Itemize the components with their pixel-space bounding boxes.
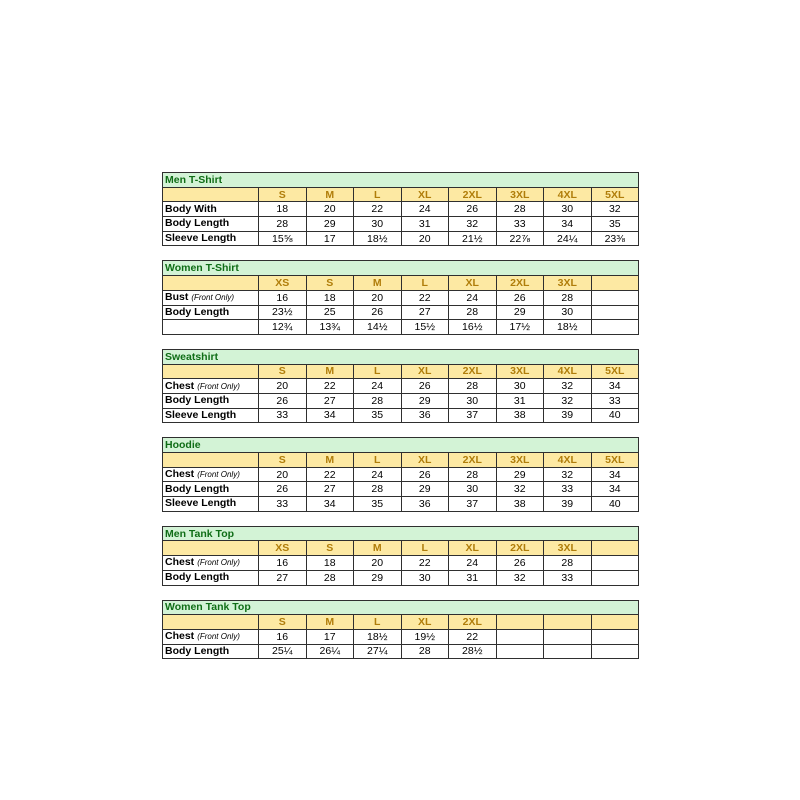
row-label-cell — [163, 570, 259, 585]
value-cell — [496, 629, 544, 644]
value-cell: 22 — [449, 629, 497, 644]
table-row — [163, 644, 639, 659]
size-header-cell: 2XL — [449, 615, 497, 630]
row-label-cell — [163, 393, 259, 408]
value-cell: 25¼ — [259, 644, 307, 659]
row-label-cell — [163, 320, 259, 335]
value-cell: 35 — [354, 408, 402, 423]
size-header-cell: 3XL — [496, 453, 544, 468]
size-header-row — [163, 276, 639, 291]
size-header-row — [163, 187, 639, 202]
value-cell: 32 — [544, 379, 592, 394]
size-header-row — [163, 364, 639, 379]
value-cell: 28 — [544, 556, 592, 571]
value-cell: 18½ — [354, 629, 402, 644]
row-note: (Front Only) — [197, 632, 240, 642]
row-label: Body Length — [165, 482, 230, 495]
size-header-cell — [591, 615, 639, 630]
size-header-cell: 2XL — [496, 276, 544, 291]
value-cell: 32 — [544, 467, 592, 482]
header-blank-cell — [163, 541, 259, 556]
size-header-cell: 5XL — [591, 453, 639, 468]
table-row — [163, 629, 639, 644]
value-cell: 31 — [401, 217, 449, 232]
value-cell: 28½ — [449, 644, 497, 659]
row-label: Chest — [165, 556, 195, 569]
row-label: Sleeve Length — [165, 232, 237, 245]
row-label: Body Length — [165, 644, 230, 657]
size-header-cell — [496, 615, 544, 630]
value-cell — [591, 290, 639, 305]
size-table-women-tank-top — [162, 600, 639, 660]
row-label-cell — [163, 467, 259, 482]
size-header-cell: M — [354, 541, 402, 556]
value-cell: 30 — [544, 305, 592, 320]
size-chart — [162, 172, 638, 659]
row-label-cell — [163, 379, 259, 394]
header-blank-cell — [163, 276, 259, 291]
value-cell: 30 — [449, 482, 497, 497]
size-header-cell: 2XL — [496, 541, 544, 556]
size-header-cell: 2XL — [449, 453, 497, 468]
value-cell: 30 — [449, 393, 497, 408]
header-blank-cell — [163, 615, 259, 630]
value-cell — [591, 320, 639, 335]
value-cell: 26 — [496, 290, 544, 305]
value-cell: 34 — [544, 217, 592, 232]
size-header-cell: S — [259, 364, 307, 379]
row-label-cell — [163, 217, 259, 232]
value-cell: 22 — [401, 556, 449, 571]
size-header-cell: XL — [449, 276, 497, 291]
row-label: Body With — [165, 202, 217, 215]
value-cell: 27 — [306, 393, 354, 408]
value-cell: 16 — [259, 556, 307, 571]
value-cell — [496, 644, 544, 659]
value-cell: 23⅜ — [591, 231, 639, 246]
value-cell: 19½ — [401, 629, 449, 644]
row-note: (Front Only) — [197, 381, 240, 391]
value-cell: 26 — [496, 556, 544, 571]
size-header-cell: S — [259, 615, 307, 630]
value-cell: 20 — [354, 290, 402, 305]
table-row — [163, 467, 639, 482]
value-cell: 28 — [354, 482, 402, 497]
value-cell: 17 — [306, 231, 354, 246]
size-header-cell: XS — [259, 276, 307, 291]
value-cell: 15⅝ — [259, 231, 307, 246]
value-cell: 29 — [496, 305, 544, 320]
value-cell: 27¼ — [354, 644, 402, 659]
value-cell: 22 — [401, 290, 449, 305]
value-cell: 39 — [544, 497, 592, 512]
value-cell: 36 — [401, 497, 449, 512]
table-title: Men Tank Top — [163, 526, 639, 541]
value-cell: 30 — [401, 570, 449, 585]
value-cell: 22⅞ — [496, 231, 544, 246]
value-cell: 34 — [591, 379, 639, 394]
value-cell: 28 — [496, 202, 544, 217]
row-label-cell — [163, 202, 259, 217]
table-title: Women T-Shirt — [163, 261, 639, 276]
size-header-cell: L — [354, 615, 402, 630]
value-cell: 30 — [496, 379, 544, 394]
value-cell: 26 — [401, 467, 449, 482]
value-cell: 40 — [591, 408, 639, 423]
value-cell: 14½ — [354, 320, 402, 335]
size-header-cell: XL — [401, 364, 449, 379]
row-label: Body Length — [165, 305, 230, 318]
table-row — [163, 570, 639, 585]
table-row — [163, 408, 639, 423]
row-label-cell — [163, 497, 259, 512]
value-cell: 28 — [544, 290, 592, 305]
size-header-cell: L — [354, 187, 402, 202]
size-header-cell: S — [259, 453, 307, 468]
value-cell: 29 — [401, 393, 449, 408]
size-header-cell: 4XL — [544, 364, 592, 379]
size-table-sweatshirt — [162, 349, 639, 423]
size-header-row — [163, 453, 639, 468]
value-cell: 24 — [449, 556, 497, 571]
table-row — [163, 379, 639, 394]
size-header-cell: 3XL — [544, 276, 592, 291]
value-cell: 30 — [544, 202, 592, 217]
size-header-cell: M — [306, 453, 354, 468]
size-header-cell: 4XL — [544, 187, 592, 202]
value-cell: 30 — [354, 217, 402, 232]
size-header-row — [163, 541, 639, 556]
row-label-cell — [163, 408, 259, 423]
size-header-cell: 4XL — [544, 453, 592, 468]
value-cell: 33 — [544, 570, 592, 585]
value-cell: 24¼ — [544, 231, 592, 246]
size-header-cell: M — [306, 187, 354, 202]
value-cell — [591, 629, 639, 644]
size-header-cell: S — [259, 187, 307, 202]
value-cell: 26¼ — [306, 644, 354, 659]
value-cell: 22 — [306, 467, 354, 482]
value-cell: 33 — [259, 408, 307, 423]
value-cell: 24 — [401, 202, 449, 217]
value-cell — [544, 644, 592, 659]
value-cell: 22 — [306, 379, 354, 394]
size-table-men-tank-top — [162, 526, 639, 586]
table-title: Men T-Shirt — [163, 173, 639, 188]
value-cell: 33 — [591, 393, 639, 408]
header-blank-cell — [163, 453, 259, 468]
value-cell: 13¾ — [306, 320, 354, 335]
size-header-cell — [544, 615, 592, 630]
value-cell: 24 — [354, 379, 402, 394]
value-cell: 21½ — [449, 231, 497, 246]
table-row — [163, 320, 639, 335]
size-header-cell: 5XL — [591, 364, 639, 379]
header-blank-cell — [163, 187, 259, 202]
size-header-cell: XL — [449, 541, 497, 556]
value-cell: 18½ — [354, 231, 402, 246]
size-table-hoodie — [162, 437, 639, 511]
value-cell: 27 — [401, 305, 449, 320]
value-cell: 28 — [306, 570, 354, 585]
value-cell — [591, 556, 639, 571]
value-cell: 26 — [259, 482, 307, 497]
size-header-cell: XL — [401, 453, 449, 468]
value-cell: 32 — [496, 570, 544, 585]
value-cell: 34 — [306, 408, 354, 423]
value-cell: 28 — [449, 467, 497, 482]
table-row — [163, 290, 639, 305]
size-header-row — [163, 615, 639, 630]
value-cell: 31 — [496, 393, 544, 408]
row-label: Chest — [165, 630, 195, 643]
table-title: Sweatshirt — [163, 349, 639, 364]
value-cell: 28 — [401, 644, 449, 659]
value-cell: 39 — [544, 408, 592, 423]
value-cell: 20 — [354, 556, 402, 571]
row-label-cell — [163, 629, 259, 644]
size-header-cell: 2XL — [449, 187, 497, 202]
value-cell: 24 — [449, 290, 497, 305]
value-cell: 29 — [306, 217, 354, 232]
value-cell: 17 — [306, 629, 354, 644]
row-label: Chest — [165, 468, 195, 481]
size-header-cell: M — [306, 615, 354, 630]
value-cell: 23½ — [259, 305, 307, 320]
table-title: Women Tank Top — [163, 600, 639, 615]
value-cell: 28 — [449, 305, 497, 320]
value-cell: 24 — [354, 467, 402, 482]
value-cell: 29 — [401, 482, 449, 497]
value-cell: 32 — [591, 202, 639, 217]
size-header-cell: 5XL — [591, 187, 639, 202]
table-title: Hoodie — [163, 438, 639, 453]
value-cell: 28 — [259, 217, 307, 232]
size-header-cell: M — [354, 276, 402, 291]
value-cell: 16½ — [449, 320, 497, 335]
value-cell: 38 — [496, 408, 544, 423]
value-cell: 28 — [354, 393, 402, 408]
row-label: Sleeve Length — [165, 497, 237, 510]
row-label: Bust — [165, 291, 189, 304]
size-header-cell: L — [354, 364, 402, 379]
size-header-cell: S — [306, 541, 354, 556]
row-label-cell — [163, 231, 259, 246]
value-cell — [591, 305, 639, 320]
value-cell: 28 — [449, 379, 497, 394]
row-label-cell — [163, 482, 259, 497]
value-cell: 34 — [591, 467, 639, 482]
value-cell: 20 — [306, 202, 354, 217]
size-header-cell — [591, 276, 639, 291]
row-label: Sleeve Length — [165, 408, 237, 421]
size-table-women-tshirt — [162, 260, 639, 334]
header-blank-cell — [163, 364, 259, 379]
size-header-cell: L — [401, 541, 449, 556]
table-row — [163, 305, 639, 320]
value-cell: 32 — [449, 217, 497, 232]
size-header-cell: 3XL — [544, 541, 592, 556]
value-cell: 26 — [354, 305, 402, 320]
value-cell: 17½ — [496, 320, 544, 335]
size-header-cell: 3XL — [496, 364, 544, 379]
value-cell: 22 — [354, 202, 402, 217]
table-row — [163, 217, 639, 232]
row-label-cell — [163, 556, 259, 571]
size-header-cell: 2XL — [449, 364, 497, 379]
row-note: (Front Only) — [191, 293, 235, 303]
row-label-cell — [163, 644, 259, 659]
value-cell: 27 — [306, 482, 354, 497]
value-cell: 37 — [449, 408, 497, 423]
value-cell: 26 — [449, 202, 497, 217]
value-cell: 18 — [306, 290, 354, 305]
row-label-cell — [163, 290, 259, 305]
value-cell: 27 — [259, 570, 307, 585]
value-cell — [591, 644, 639, 659]
row-label: Body Length — [165, 571, 230, 584]
row-note: (Front Only) — [197, 470, 240, 480]
value-cell: 40 — [591, 497, 639, 512]
size-header-cell — [591, 541, 639, 556]
size-table-men-tshirt — [162, 172, 639, 246]
size-header-cell: S — [306, 276, 354, 291]
size-header-cell: 3XL — [496, 187, 544, 202]
value-cell: 29 — [354, 570, 402, 585]
value-cell: 36 — [401, 408, 449, 423]
value-cell: 18 — [259, 202, 307, 217]
value-cell: 25 — [306, 305, 354, 320]
value-cell: 32 — [544, 393, 592, 408]
size-header-cell: M — [306, 364, 354, 379]
value-cell: 15½ — [401, 320, 449, 335]
value-cell: 18½ — [544, 320, 592, 335]
value-cell: 38 — [496, 497, 544, 512]
value-cell: 16 — [259, 629, 307, 644]
value-cell: 33 — [259, 497, 307, 512]
size-header-cell: XL — [401, 187, 449, 202]
value-cell: 35 — [591, 217, 639, 232]
value-cell — [591, 570, 639, 585]
value-cell: 32 — [496, 482, 544, 497]
value-cell: 26 — [401, 379, 449, 394]
row-label: Chest — [165, 379, 195, 392]
value-cell: 34 — [591, 482, 639, 497]
value-cell: 31 — [449, 570, 497, 585]
row-label: Body Length — [165, 394, 230, 407]
table-row — [163, 231, 639, 246]
value-cell: 37 — [449, 497, 497, 512]
table-row — [163, 202, 639, 217]
value-cell: 29 — [496, 467, 544, 482]
size-header-cell: XL — [401, 615, 449, 630]
size-header-cell: L — [401, 276, 449, 291]
table-row — [163, 393, 639, 408]
value-cell: 33 — [496, 217, 544, 232]
value-cell: 12¾ — [259, 320, 307, 335]
value-cell: 20 — [401, 231, 449, 246]
value-cell: 33 — [544, 482, 592, 497]
row-label-cell — [163, 305, 259, 320]
value-cell: 16 — [259, 290, 307, 305]
row-label: Body Length — [165, 217, 230, 230]
row-note: (Front Only) — [197, 558, 240, 568]
value-cell: 34 — [306, 497, 354, 512]
value-cell: 20 — [259, 467, 307, 482]
size-header-cell: L — [354, 453, 402, 468]
value-cell: 26 — [259, 393, 307, 408]
size-header-cell: XS — [259, 541, 307, 556]
value-cell: 35 — [354, 497, 402, 512]
table-row — [163, 497, 639, 512]
table-row — [163, 556, 639, 571]
table-row — [163, 482, 639, 497]
value-cell: 20 — [259, 379, 307, 394]
value-cell — [544, 629, 592, 644]
value-cell: 18 — [306, 556, 354, 571]
